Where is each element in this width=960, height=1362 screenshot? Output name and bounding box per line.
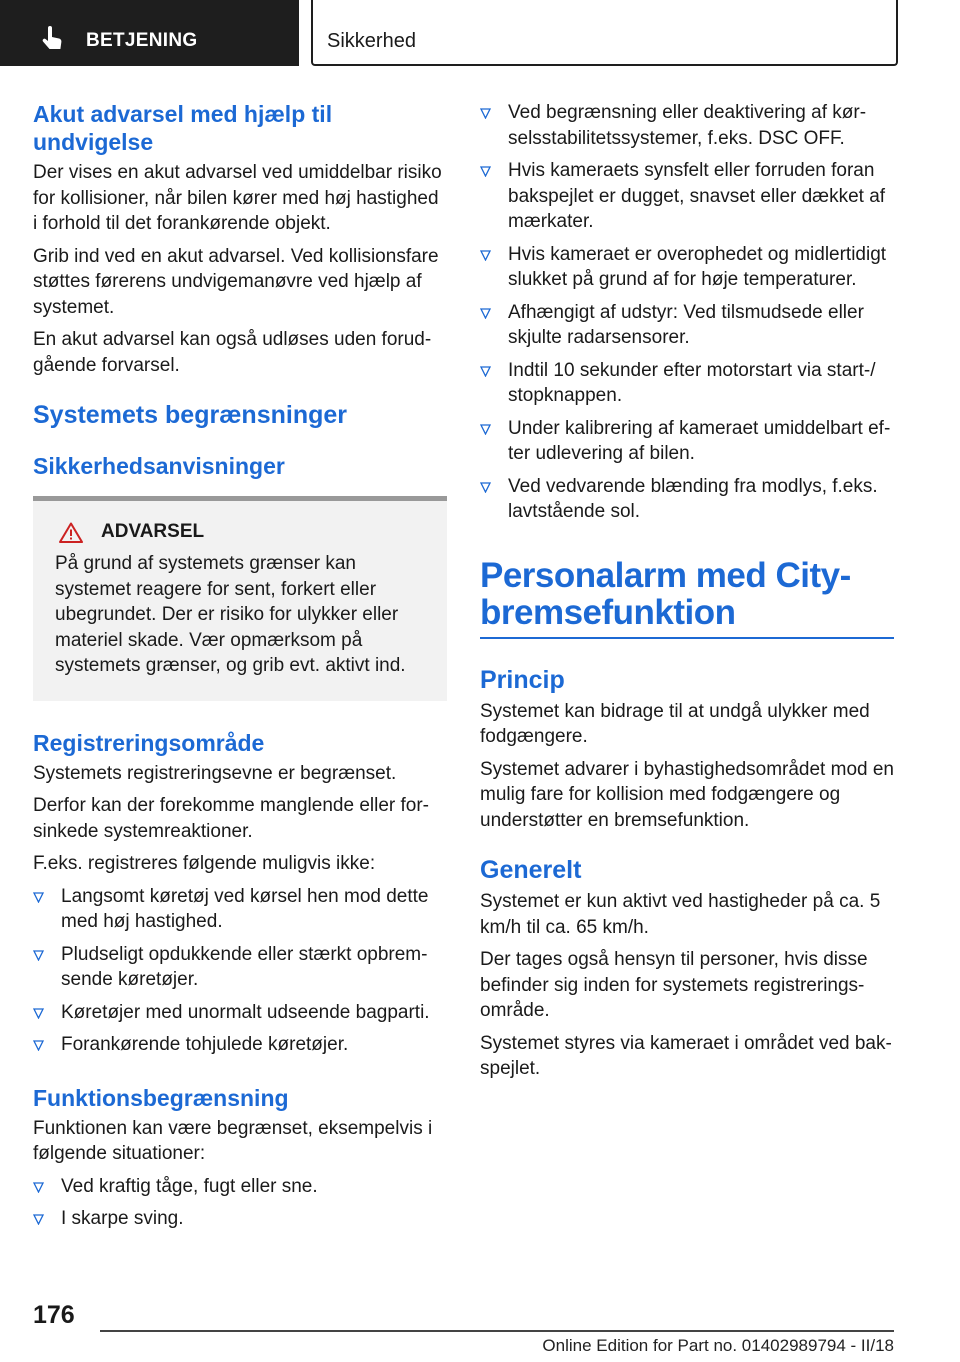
- paragraph: F.eks. registreres følgende muligvis ikke:: [33, 853, 376, 874]
- paragraph: Systemets registreringsevne er begrænset.: [33, 762, 397, 784]
- list-item: Hvis kameraets synsfelt eller forruden foran bakspejlet er dugget, snavset eller dækket af mærkater.: [480, 158, 894, 235]
- page-number: 176: [33, 1301, 75, 1329]
- list-item: Køretøjer med unormalt udseende bagparti.: [33, 1000, 447, 1026]
- paragraph: Grib ind ved en akut advarsel. Ved kollisionsfare støttes førerens undvigemanøvre ved hjælp af systemet.: [33, 245, 439, 318]
- footer-divider: [100, 1330, 894, 1332]
- heading-personalarm: Personalarm med City-bremsefunktion: [480, 555, 851, 632]
- triangle-bullet-icon: [33, 892, 44, 903]
- triangle-bullet-icon: [33, 950, 44, 961]
- list-item: Forankørende tohjulede køretøjer.: [33, 1032, 447, 1058]
- heading-divider: [480, 637, 894, 639]
- list-item: Ved kraftig tåge, fugt eller sne.: [33, 1174, 447, 1200]
- triangle-bullet-icon: [33, 1182, 44, 1193]
- list-item: Ved begrænsning eller deaktivering af kør-selsstabilitetssystemer, f.eks. DSC OFF.: [480, 100, 894, 151]
- triangle-bullet-icon: [480, 424, 491, 435]
- heading-princip: Princip: [480, 665, 565, 694]
- hand-pointer-icon: [40, 26, 66, 52]
- header-section-label: BETJENING: [86, 30, 198, 51]
- paragraph: En akut advarsel kan også udløses uden forud-gående forvarsel.: [33, 329, 432, 376]
- list-item: Afhængigt af udstyr: Ved tilsmudsede eller skjulte radarsensorer.: [480, 300, 894, 351]
- paragraph: Funktionen kan være begrænset, eksempelvis i følgende situationer:: [33, 1117, 433, 1164]
- warning-triangle-icon: [59, 522, 83, 543]
- paragraph: Systemet styres via kameraet i området ved bak-spejlet.: [480, 1032, 892, 1079]
- header-section-tab: [0, 0, 299, 66]
- funktion-list: [33, 1174, 447, 1232]
- triangle-bullet-icon: [480, 482, 491, 493]
- triangle-bullet-icon: [480, 250, 491, 261]
- list-item: Pludseligt opdukkende eller stærkt opbrem-sende køretøjer.: [33, 942, 447, 993]
- paragraph: Der tages også hensyn til personer, hvis disse befinder sig inden for systemets registrerings-område.: [480, 949, 868, 1021]
- triangle-bullet-icon: [33, 1040, 44, 1051]
- paragraph: Der vises en akut advarsel ved umiddelbar risiko for kollisioner, når bilen kører med høj hastighed i forhold til det forankørende objekt.: [33, 162, 442, 234]
- triangle-bullet-icon: [480, 108, 491, 119]
- right-column: [480, 100, 894, 1089]
- warning-box: [33, 496, 447, 701]
- paragraph: Systemet kan bidrage til at undgå ulykker med fodgængere.: [480, 700, 870, 747]
- triangle-bullet-icon: [480, 166, 491, 177]
- header-subsection-tab: [311, 0, 898, 66]
- warning-title: ADVARSEL: [101, 521, 205, 542]
- warning-header: [55, 521, 425, 543]
- header-subsection-label: Sikkerhed: [327, 30, 416, 52]
- triangle-bullet-icon: [480, 308, 491, 319]
- situation-list: [480, 100, 894, 525]
- triangle-bullet-icon: [33, 1214, 44, 1225]
- heading-systemets-begraensninger: Systemets begrænsninger: [33, 401, 347, 429]
- list-item: I skarpe sving.: [33, 1206, 447, 1232]
- list-item: Hvis kameraet er overophedet og midlertidigt slukket på grund af for høje temperaturer.: [480, 242, 894, 293]
- paragraph: Systemet advarer i byhastighedsområdet mod en mulig fare for kollision med fodgængere og understøtter en bremsefunktion.: [480, 758, 894, 831]
- list-item: Indtil 10 sekunder efter motorstart via start-/ stopknappen.: [480, 358, 894, 409]
- list-item: Langsomt køretøj ved kørsel hen mod dette med høj hastighed.: [33, 884, 447, 935]
- heading-akut-advarsel: Akut advarsel med hjælp til undvigelse: [33, 101, 333, 155]
- list-item: Ved vedvarende blænding fra modlys, f.eks. lavtstående sol.: [480, 474, 894, 525]
- warning-text: På grund af systemets grænser kan systemet reagere for sent, forkert eller ubegrundet. Der er risiko for ulykker eller materiel skade. Vær opmærksom på systemets grænser, og grib evt. aktivt ind.: [55, 553, 406, 676]
- heading-funktionsbegraensning: Funktionsbegrænsning: [33, 1084, 289, 1111]
- heading-generelt: Generelt: [480, 856, 582, 884]
- heading-registreringsomraade: Registreringsområde: [33, 729, 265, 756]
- left-column: [33, 100, 447, 1239]
- paragraph: Systemet er kun aktivt ved hastigheder på ca. 5 km/h til ca. 65 km/h.: [480, 891, 881, 938]
- triangle-bullet-icon: [480, 366, 491, 377]
- footer-edition: Online Edition for Part no. 01402989794 - II/18: [542, 1336, 894, 1355]
- triangle-bullet-icon: [33, 1008, 44, 1019]
- heading-sikkerhedsanvisninger: Sikkerhedsanvisninger: [33, 453, 285, 479]
- registrering-list: [33, 884, 447, 1058]
- paragraph: Derfor kan der forekomme manglende eller for-sinkede systemreaktioner.: [33, 795, 430, 842]
- list-item: Under kalibrering af kameraet umiddelbart ef-ter udlevering af bilen.: [480, 416, 894, 467]
